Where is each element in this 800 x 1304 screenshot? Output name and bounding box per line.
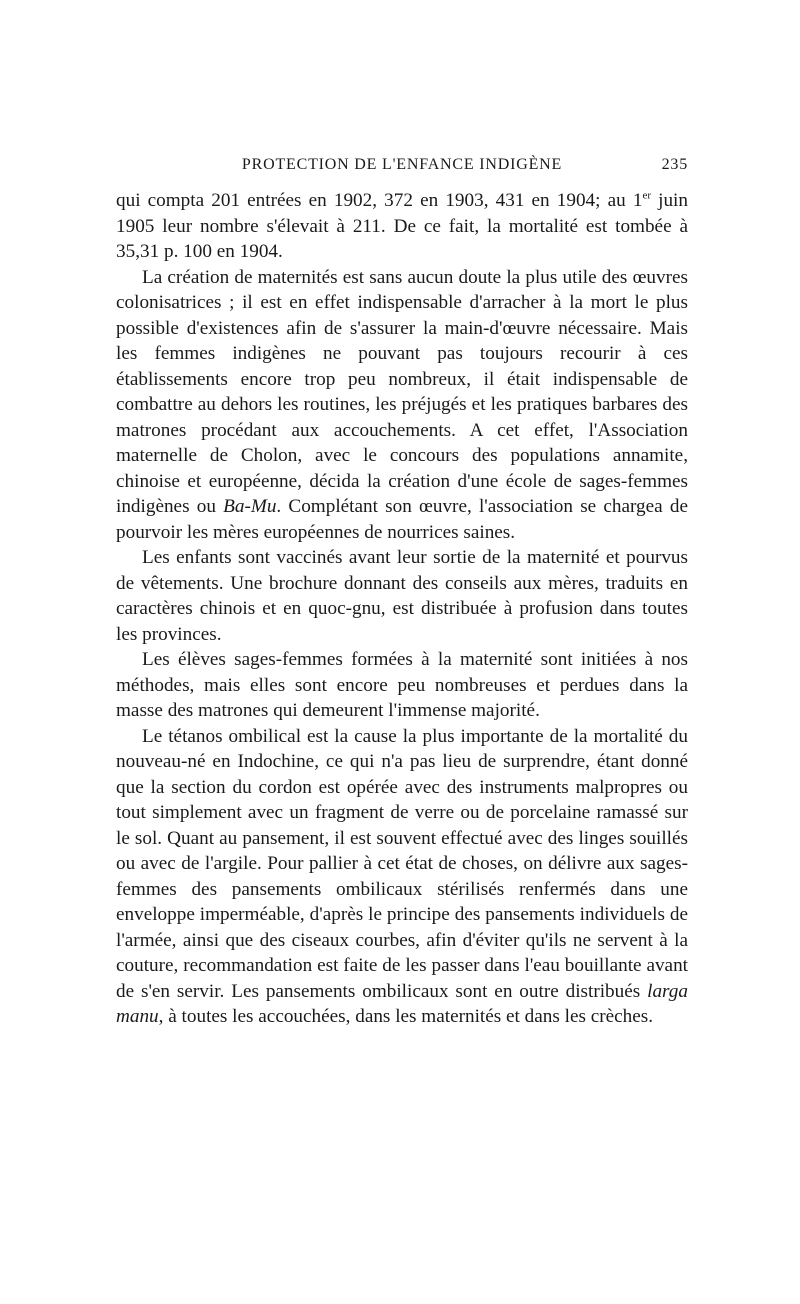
paragraph-2-text: La création de maternités est sans aucun doute la plus utile des œuvres colonisatrices ; il est en effet indispensable d'arracher à la mort le plus possible d'existences afin de s'assurer la main-d'œuvre nécessaire. Mais les femmes indigènes ne pouvant pas toujours recourir à ces établissements encore trop peu nombreux, il était indispensable de combattre au dehors les routines, les préjugés et les pratiques barbares des matrones procédant aux accouchements. A cet effet, l'Association maternelle de Cholon, avec le concours des populations annamite, chinoise et européenne, décida la création d'une école de sages-femmes indigènes ou [116,266,688,517]
paragraph-5-text: Le tétanos ombilical est la cause la plus importante de la mortalité du nouveau-né en Indochine, ce qui n'a pas lieu de surprendre, étant donné que la section du cordon est opérée avec des instruments malpropres ou tout simplement avec un fragment de verre ou de porcelaine ramassé sur le sol. Quant au pansement, il est souvent effectué avec des linges souillés ou avec de l'argile. Pour pallier à cet état de choses, on délivre aux sages-femmes des pansements ombilicaux stérilisés renfermés dans une enveloppe imperméable, d'après le principe des pansements individuels de l'armée, ainsi que des ciseaux courbes, afin d'éviter qu'ils ne servent à la couture, recommandation est faite de les passer dans l'eau bouillante avant de s'en servir. Les pansements ombilicaux sont en outre distribués [116,725,688,1002]
paragraph-5-text-cont: , à toutes les accouchées, dans les maternités et dans les crèches. [158,1006,654,1027]
paragraph-1 [116,188,688,265]
body-text [116,188,688,1030]
paragraph-1-text: qui compta 201 entrées en 1902, 372 en 1903, 431 en 1904; au 1 [116,190,643,211]
paragraph-2-text-cont: . Complétant son œuvre, l'association se chargea de pourvoir les mères européennes de nourrices saines. [116,496,688,543]
paragraph-5 [116,724,688,1030]
running-title: PROTECTION DE L'ENFANCE INDIGÈNE [241,156,563,173]
paragraph-2 [116,265,688,546]
paragraph-4: Les élèves sages-femmes formées à la maternité sont initiées à nos méthodes, mais elles sont encore peu nombreuses et perdues dans la masse des matrones qui demeurent l'immense majorité. [116,649,688,721]
superscript-er: er [642,189,651,202]
paragraph-3: Les enfants sont vaccinés avant leur sortie de la maternité et pourvus de vêtements. Une brochure donnant des conseils aux mères, traduits en caractères chinois et en quoc-gnu, est distribuée à profusion dans toutes les provinces. [116,547,688,645]
italic-term-larga-manu: larga manu [116,980,688,1027]
page-header [116,156,688,180]
italic-term-ba-mu: Ba-Mu [223,496,277,517]
page-number: 235 [661,156,688,173]
paragraph-1-text-cont: juin 1905 leur nombre s'élevait à 211. De ce fait, la mortalité est tombée à 35,31 p. 100 en 1904. [116,190,688,262]
